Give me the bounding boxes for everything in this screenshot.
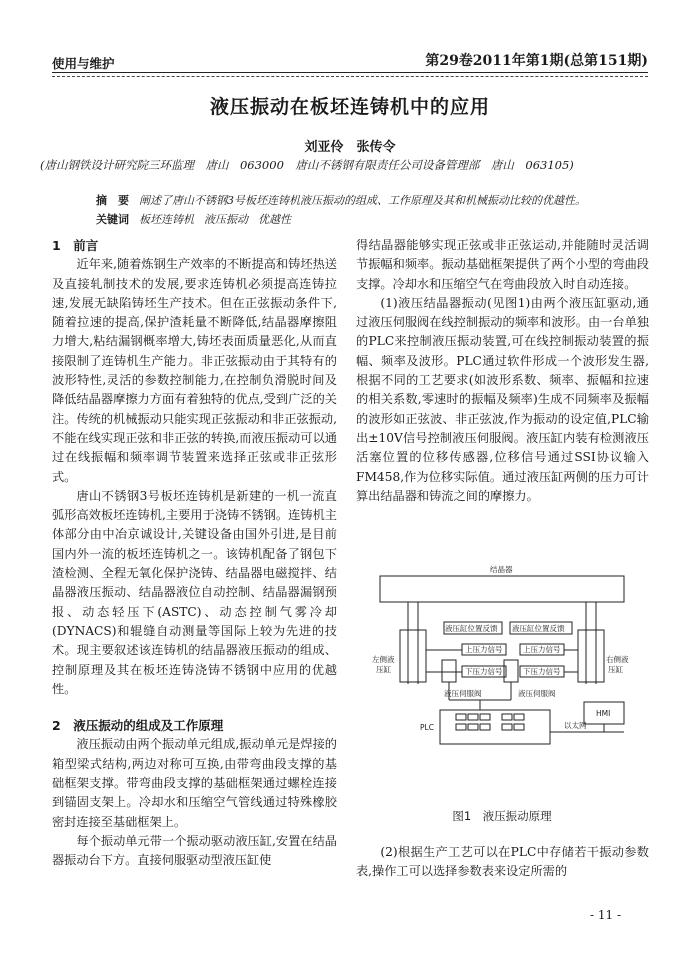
paragraph: 得结晶器能够实现正弦或非正弦运动,并能随时灵活调节振幅和频率。振动基础框架提供了两个小型的弯曲段支撑。冷却水和压缩空气在弯曲段放入时自动连接。 xyxy=(356,238,649,291)
affiliation: (唐山钢铁设计研究院三环监理 唐山 063000 唐山不锈钢有限责任公司设备管理部 唐山 063105) xyxy=(40,158,574,172)
label-plc: PLC xyxy=(420,723,434,732)
label-right-cyl-2: 压缸 xyxy=(608,665,623,674)
label-up-right: 上压力信号 xyxy=(523,645,561,654)
keywords xyxy=(96,211,656,227)
left-column xyxy=(52,236,337,871)
paragraph: 唐山不锈钢3号板坯连铸机是新建的一机一流直弧形高效板坯连铸机,主要用于浇铸不锈钢。连铸机主体部分由中冶京诚设计,关键设备由国外引进,是目前国内外一流的板坯连铸机之一。该铸机配备了钢包下渣检测、全程无氧化保护浇铸、结晶器电磁搅拌、结晶器液压振动、结晶器液位自动控制、结晶器漏钢预报、动态轻压下(ASTC)、动态控制气雾冷却(DYNACS)和辊缝自动测量等国际上较为先进的技术。现主要叙述该连铸机的结晶器液压振动的组成、控制原理及其在板坯连铸浇铸不锈钢中应用的优越性。 xyxy=(52,488,337,696)
keywords-label: 关键词 xyxy=(96,213,129,226)
right-cylinder xyxy=(578,630,604,682)
servo-valve-left xyxy=(442,660,456,682)
label-ethernet: 以太网 xyxy=(564,721,587,730)
label-down-left: 下压力信号 xyxy=(465,667,503,676)
article-title: 液压振动在板坯连铸机中的应用 xyxy=(209,96,490,118)
right-column xyxy=(356,236,649,506)
hydraulic-oscillation-diagram xyxy=(368,562,636,802)
volume-info: 第29卷2011年第1期(总第151期) xyxy=(425,53,648,69)
abstract-text: 阐述了唐山不锈钢3号板坯连铸机液压振动的组成、工作原理及其和机械振动比较的优越性。 xyxy=(139,194,586,207)
authors: 刘亚伶 张传令 xyxy=(304,140,396,155)
figure-1 xyxy=(368,562,636,824)
label-mold: 结晶器 xyxy=(490,565,513,574)
label-pos-fb-left: 液压缸位置反馈 xyxy=(445,624,498,633)
running-header xyxy=(52,50,648,72)
left-cylinder xyxy=(400,630,426,682)
paragraph: 液压振动由两个振动单元组成,振动单元是焊接的箱型梁式结构,两边对称可互换,由带弯曲段支撑的基础框架支撑。带弯曲段支撑的基础框架通过螺栓连接到锚固支架上。冷却水和压缩空气管线通过特殊橡胶密封连接至基础框架上。 xyxy=(52,737,337,829)
keyword: 液压振动 xyxy=(204,213,248,226)
label-left-cyl-1: 左侧液 xyxy=(372,655,395,664)
paragraph: 每个振动单元带一个振动驱动液压缸,安置在结晶器振动台下方。直接伺服驱动型液压缸使 xyxy=(52,833,337,868)
section-heading-1: 1 前言 xyxy=(52,238,99,253)
label-up-left: 上压力信号 xyxy=(465,645,503,654)
section-label: 使用与维护 xyxy=(52,56,115,71)
label-servo-left: 液压伺服阀 xyxy=(444,689,482,698)
paragraph: 近年来,随着炼钢生产效率的不断提高和铸坯热送及直接轧制技术的发展,要求连铸机必须提高连铸拉速,发展无缺陷铸坯生产技术。但在正弦振动条件下,随着拉速的提高,保护渣耗量不断降低,结晶器摩擦阻力增大,粘结漏钢概率增大,铸坯表面质量恶化,从而直接限制了连铸机生产能力。非正弦振动由于其特有的波形特性,灵活的参数控制能力,在控制负滑脱时间及降低结晶器摩擦力方面有着独特的优点,受到广泛的关注。传统的机械振动只能实现正弦振动和非正弦振动,不能在线实现正弦和非正弦的转换,而液压振动可以通过在线振幅和频率调节装置来选择正弦或非正弦形式。 xyxy=(52,257,337,484)
abstract xyxy=(96,192,656,208)
section-heading-2: 2 液压振动的组成及工作原理 xyxy=(52,718,224,734)
figure-caption: 图1 液压振动原理 xyxy=(452,809,552,823)
label-down-right: 下压力信号 xyxy=(523,667,561,676)
page-number: - 11 - xyxy=(590,908,622,922)
label-servo-right: 液压伺服阀 xyxy=(518,689,556,698)
abstract-label: 摘 要 xyxy=(96,194,129,207)
right-column-bottom xyxy=(356,843,649,882)
mold-box xyxy=(380,576,624,602)
keyword: 板坯连铸机 xyxy=(139,213,194,226)
paragraph: (1)液压结晶器振动(见图1)由两个液压缸驱动,通过液压伺服阀在线控制振动的频率和波形。由一台单独的PLC来控制液压振动装置,可在线控制振动装置的振幅、频率及波形。PLC通过软件形成一个波形发生器,根据不同的工艺要求(如波形系数、频率、振幅和拉速的相关系数,零速时的振幅及频率)生成不同频率及振幅的波形如正弦波、非正弦波,作为振动的设定值,PLC输出±10V信号控制液压伺服阀。液压缸内装有检测液压活塞位置的位移传感器,位移信号通过SSI协议输入FM458,作为位移实际值。通过液压缸两侧的压力可计算出结晶器和铸流之间的摩擦力。 xyxy=(356,295,649,503)
header-rule xyxy=(52,72,648,77)
label-hmi: HMI xyxy=(596,709,611,718)
label-pos-fb-right: 液压缸位置反馈 xyxy=(512,624,565,633)
label-right-cyl-1: 右侧液 xyxy=(606,655,629,664)
label-left-cyl-2: 压缸 xyxy=(376,665,391,674)
paragraph: (2)根据生产工艺可以在PLC中存储若干振动参数表,操作工可以选择参数表来设定所需的 xyxy=(356,845,649,879)
keyword: 优越性 xyxy=(258,213,291,226)
